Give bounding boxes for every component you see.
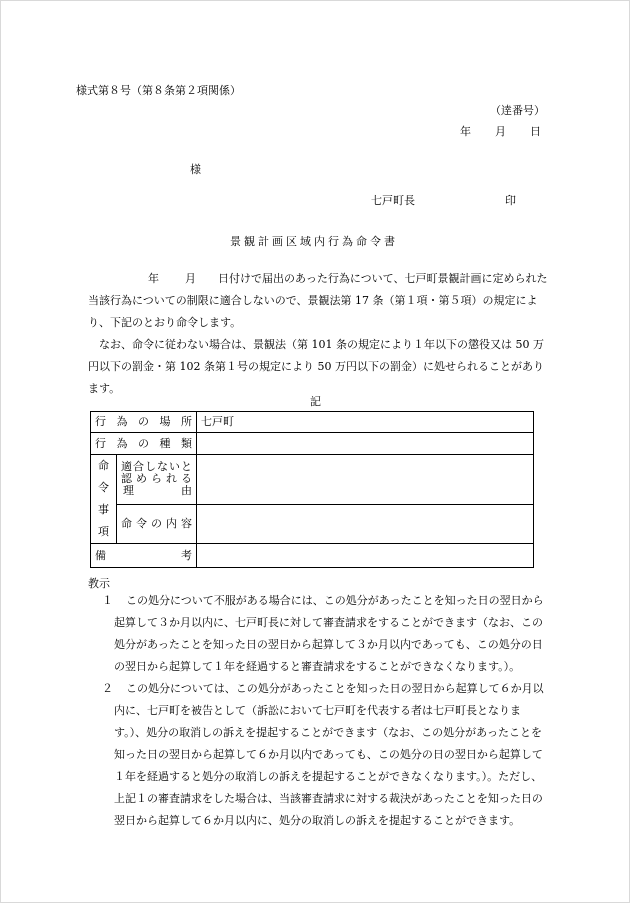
body-text-1: 日付けで届出のあった行為について、七戸町景観計画に定められた当該行為についての制限に適合しないので、景観法第 17 条（第１項・第５項）の規定により、下記のとおり命令します。 xyxy=(88,272,548,329)
issuer-name: 七戸町長 xyxy=(371,194,415,207)
notice-item-2 xyxy=(102,678,552,832)
order-char-1: 命 xyxy=(98,459,109,472)
date-year: 年 xyxy=(460,125,471,138)
reason-label xyxy=(117,455,197,505)
notice-item-1 xyxy=(102,590,552,678)
body-paragraph-2: なお、命令に従わない場合は、景観法（第 101 条の規定により１年以下の懲役又は 50 万円以下の罰金・第 102 条第１号の規定により 50 万円以下の罰金）に処せられることがあります。 xyxy=(88,338,544,395)
order-char-4: 項 xyxy=(98,525,109,538)
type-label: 行為の種類 xyxy=(91,433,197,455)
row-remarks xyxy=(91,544,534,568)
notice-item-2-number: ２ xyxy=(102,682,113,695)
body-lead-year: 年 xyxy=(148,272,159,285)
row-content xyxy=(91,504,534,543)
notice-item-1-number: １ xyxy=(102,594,113,607)
row-reason xyxy=(91,455,534,505)
document-title: 景観計画区域内行為命令書 xyxy=(230,235,398,248)
order-char-2: 令 xyxy=(98,481,109,494)
addressee-suffix: 様 xyxy=(190,163,201,176)
notice-item-1-text: この処分について不服がある場合には、この処分があったことを知った日の翌日から起算して３か月以内に、七戸町長に対して審査請求をすることができます（なお、この処分があったことを知った日の翌日から起算して３か月以内であっても、この処分の日の翌日から起算して１年を経過すると審査請求をすることができなくなります。）。 xyxy=(114,594,544,673)
row-type xyxy=(91,433,534,455)
order-char-3: 事 xyxy=(98,503,109,516)
remarks-value[interactable] xyxy=(197,544,534,568)
row-place xyxy=(91,412,534,433)
serial-number-label: （逹番号） xyxy=(490,104,545,117)
content-label: 命令の内容 xyxy=(117,504,197,543)
date-month: 月 xyxy=(495,125,506,138)
type-value[interactable] xyxy=(197,433,534,455)
reason-label-line-1: 適合しないと xyxy=(121,460,192,474)
place-value[interactable]: 七戸町 xyxy=(197,412,534,433)
issuer-seal: 印 xyxy=(505,194,516,207)
date-day: 日 xyxy=(530,125,541,138)
notice-heading: 教示 xyxy=(88,577,110,590)
notice-item-2-text: この処分については、この処分があったことを知った日の翌日から起算して６か月以内に、七戸町を被告として（訴訟において七戸町を代表する者は七戸町長となります。）、処分の取消しの訴えを提起することができます（なお、この処分があったことを知った日の翌日から起算して６か月以内であっても、この処分の日の翌日から起算して１年を経過すると処分の取消しの訴えを提起することができなくなります。）。ただし、上記１の審査請求をした場合は、当該審査請求に対する裁決があったことを知った日の翌日から起算して６か月以内に、処分の取消しの訴えを提起することができます。 xyxy=(114,682,544,827)
place-label: 行為の場所 xyxy=(91,412,197,433)
body-paragraph-1 xyxy=(88,268,550,334)
ki-label: 記 xyxy=(310,395,321,408)
form-code: 様式第８号（第８条第２項関係） xyxy=(76,84,241,97)
reason-label-line-3: 理 由 xyxy=(123,484,192,498)
order-items-label xyxy=(91,455,117,544)
content-value[interactable] xyxy=(197,504,534,543)
reason-value[interactable] xyxy=(197,455,534,505)
body-lead-month: 月 xyxy=(185,272,196,285)
remarks-label: 備 考 xyxy=(91,544,197,568)
record-table xyxy=(90,411,534,568)
reason-label-line-2: 認められる xyxy=(121,472,192,486)
